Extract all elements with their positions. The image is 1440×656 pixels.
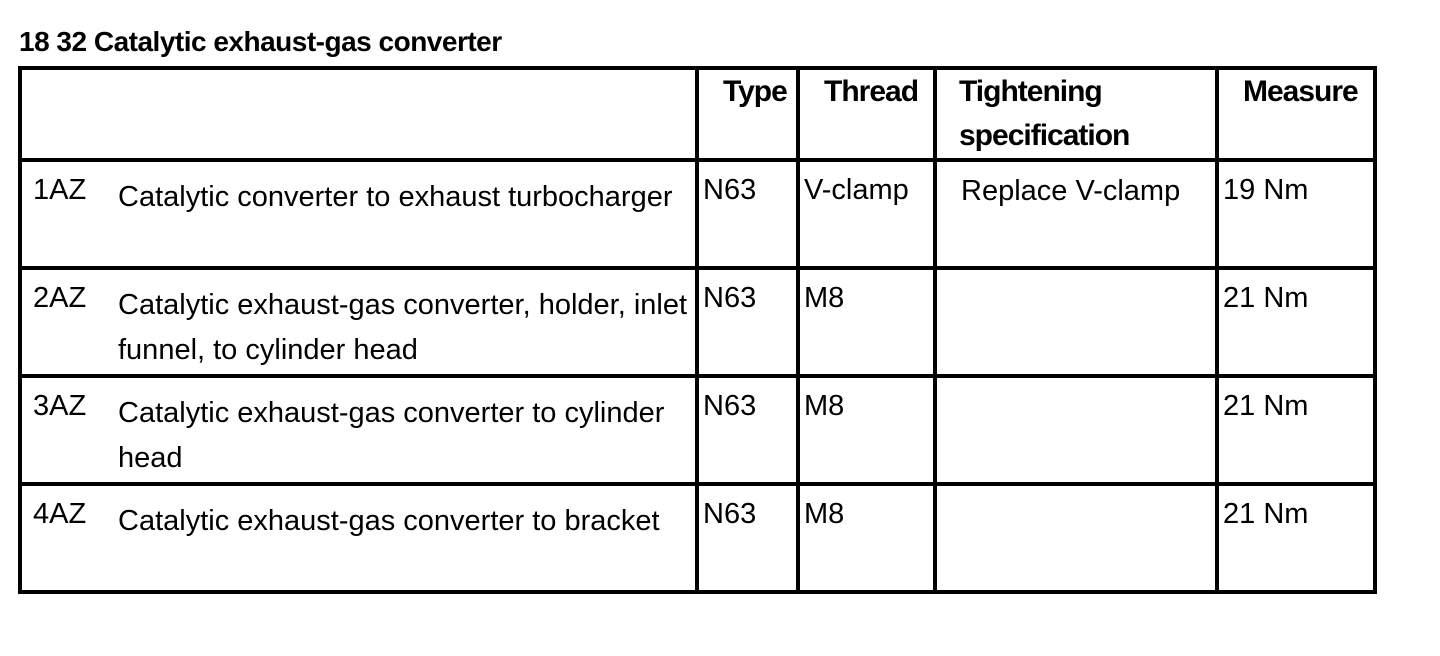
type-cell: N63 (697, 160, 798, 268)
type-cell: N63 (697, 268, 798, 376)
description-cell (20, 376, 697, 484)
header-thread: Thread (798, 68, 935, 160)
position-code: 4AZ (33, 498, 87, 530)
tightening-cell (935, 376, 1217, 484)
thread-cell: M8 (798, 484, 935, 592)
type-cell: N63 (697, 484, 798, 592)
description-text: Catalytic exhaust-gas converter, holder, inlet funnel, to cylinder head (118, 289, 688, 366)
description-text: Catalytic converter to exhaust turbocharger (118, 181, 673, 213)
position-code: 2AZ (33, 282, 87, 314)
header-tightening-specification: Tightening specification (935, 68, 1217, 160)
tightening-cell: Replace V-clamp (935, 160, 1217, 268)
description-text: Catalytic exhaust-gas converter to bracket (118, 505, 660, 537)
table-row (20, 268, 1375, 376)
thread-cell: M8 (798, 376, 935, 484)
description-cell (20, 160, 697, 268)
thread-cell: V-clamp (798, 160, 935, 268)
position-code: 1AZ (33, 174, 87, 206)
thread-cell: M8 (798, 268, 935, 376)
measure-cell: 21 Nm (1217, 268, 1375, 376)
measure-cell: 21 Nm (1217, 376, 1375, 484)
torque-spec-table (18, 66, 1377, 594)
type-cell: N63 (697, 376, 798, 484)
measure-cell: 19 Nm (1217, 160, 1375, 268)
header-type: Type (697, 68, 798, 160)
tightening-cell (935, 268, 1217, 376)
description-cell (20, 484, 697, 592)
description-cell (20, 268, 697, 376)
measure-cell: 21 Nm (1217, 484, 1375, 592)
header-measure: Measure (1217, 68, 1375, 160)
description-text: Catalytic exhaust-gas converter to cylinder head (118, 397, 665, 474)
table-row (20, 376, 1375, 484)
position-code: 3AZ (33, 390, 87, 422)
tightening-cell (935, 484, 1217, 592)
document-title: 18 32 Catalytic exhaust-gas converter (19, 26, 502, 57)
table-header-row (20, 68, 1375, 160)
table-row (20, 484, 1375, 592)
header-description (20, 68, 697, 160)
table-row (20, 160, 1375, 268)
